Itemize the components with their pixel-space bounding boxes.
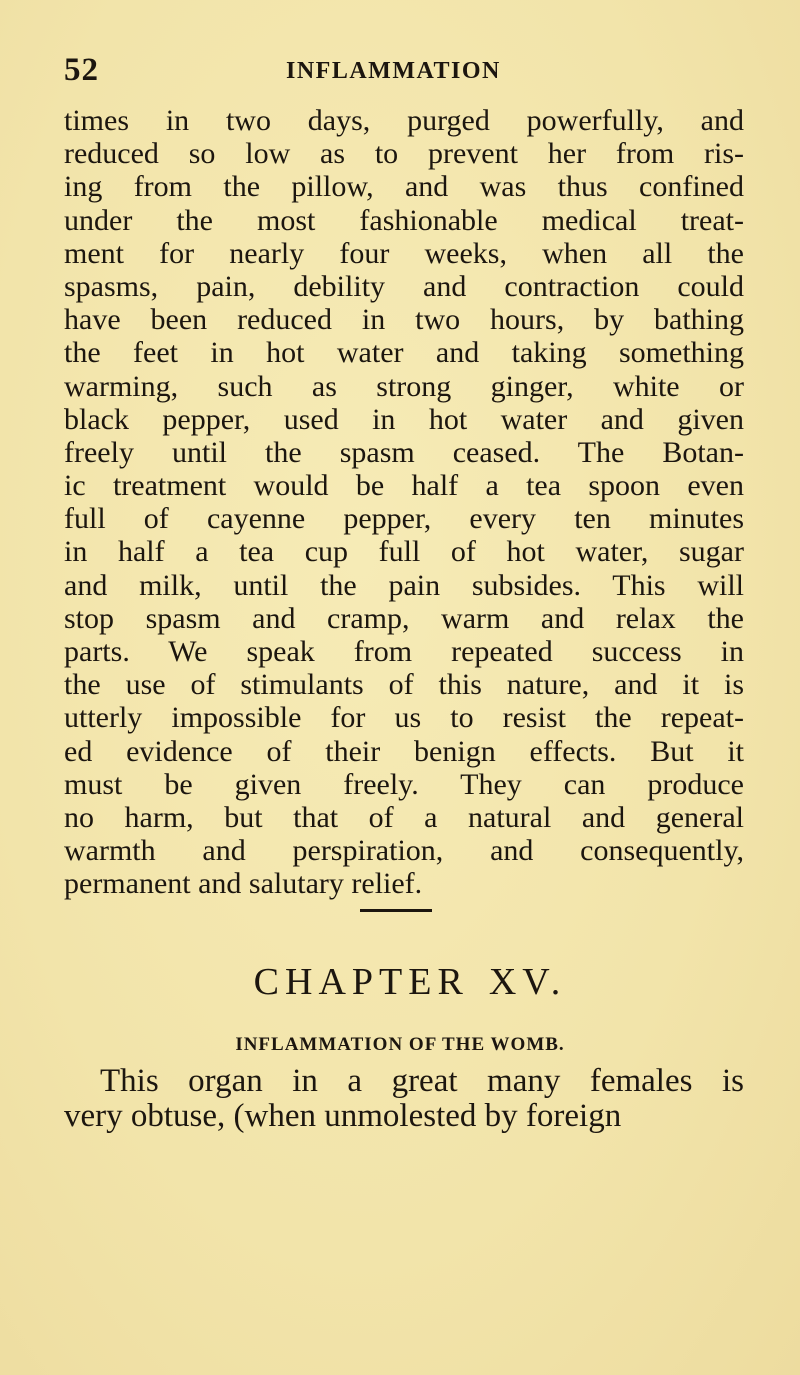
- chapter-number: XV.: [488, 961, 567, 1003]
- text-line: stop spasm and cramp, warm and relax the: [64, 601, 744, 635]
- text-line: times in two days, purged powerfully, and: [64, 104, 744, 137]
- text-line: freely until the spasm ceased. The Botan-: [64, 435, 744, 469]
- text-line: parts. We speak from repeated success in: [64, 635, 744, 668]
- text-line: the feet in hot water and taking something: [64, 336, 744, 370]
- text-line: ment for nearly four weeks, when all the: [64, 236, 744, 270]
- text-line: and milk, until the pain subsides. This will: [64, 568, 744, 602]
- text-line: warmth and perspiration, and consequently,: [64, 834, 744, 868]
- text-line: no harm, but that of a natural and general: [64, 800, 744, 834]
- text-line: black pepper, used in hot water and given: [64, 402, 744, 436]
- text-line: full of cayenne pepper, every ten minutes: [64, 502, 744, 536]
- text-line: in half a tea cup full of hot water, sugar: [64, 535, 744, 569]
- chapter-heading: [0, 960, 800, 1004]
- text-line: under the most fashionable medical treat-: [64, 203, 744, 237]
- chapter-paragraph: [64, 1064, 744, 1134]
- page-number: 52: [64, 52, 99, 88]
- text-line: very obtuse, (when unmolested by foreign: [64, 1098, 622, 1134]
- text-line: reduced so low as to prevent her from ris-: [64, 137, 744, 171]
- page-header: [64, 52, 764, 92]
- text-line: permanent and salutary relief.: [64, 867, 423, 901]
- text-line: warming, such as strong ginger, white or: [64, 369, 744, 403]
- text-line: ing from the pillow, and was thus confined: [64, 170, 744, 204]
- chapter-subtitle: INFLAMMATION OF THE WOMB.: [235, 1034, 565, 1055]
- section-divider: [360, 909, 432, 912]
- text-line: ed evidence of their benign effects. But it: [64, 734, 744, 768]
- text-line: the use of stimulants of this nature, and it is: [64, 668, 744, 702]
- text-line: have been reduced in two hours, by bathing: [64, 303, 744, 337]
- text-line: spasms, pain, debility and contraction could: [64, 269, 744, 303]
- running-head: INFLAMMATION: [286, 58, 501, 84]
- text-line: This organ in a great many females is: [100, 1063, 744, 1099]
- text-line: ic treatment would be half a tea spoon even: [64, 469, 744, 503]
- text-line: must be given freely. They can produce: [64, 767, 744, 801]
- text-line: utterly impossible for us to resist the repeat-: [64, 701, 744, 735]
- chapter-word: CHAPTER: [253, 961, 469, 1003]
- body-paragraph: [64, 104, 744, 901]
